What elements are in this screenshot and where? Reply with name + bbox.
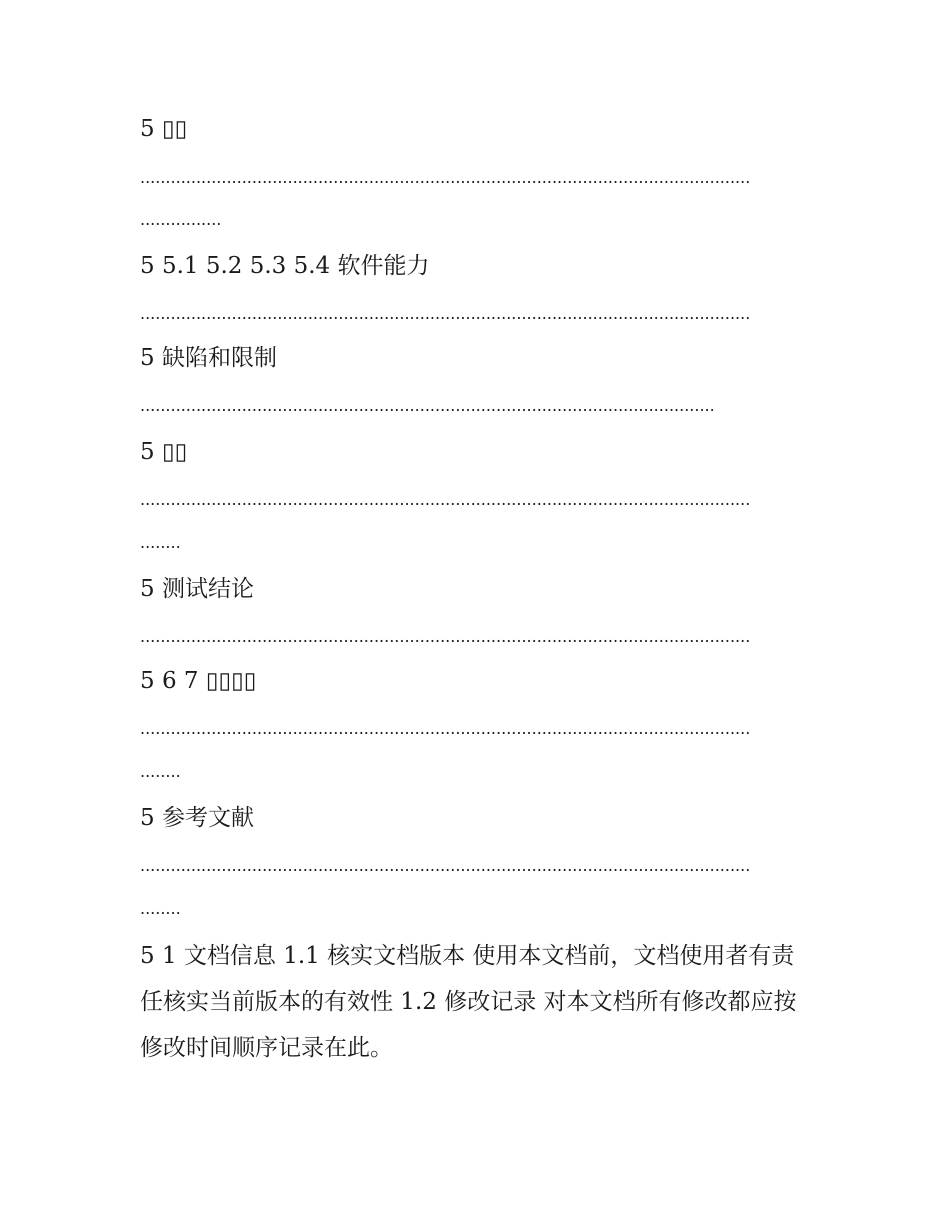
toc-leader-dots: ................................................................................................................. [140,396,715,415]
toc-entry-title: 5 ▯▯ [140,116,188,142]
toc-entry-title: 5 6 7 ▯▯▯▯ [140,668,257,694]
toc-leader-dots: ........................................................................................................................ [140,856,751,875]
toc-leader-dots: ........................................................................................................................ [140,719,751,738]
toc-leader-dots: ........................................................................................................................ [140,168,751,187]
toc-entry-title: 5 缺陷和限制 [140,345,277,371]
toc-leader-dots: ........................................................................................................................ [140,304,751,323]
toc-entry-title: 5 测试结论 [140,576,254,602]
toc-leader-dots: ........ [140,899,181,918]
toc-leader-dots: ........................................................................................................................ [140,490,751,509]
toc-entry-title: 5 参考文献 [140,805,254,831]
toc-leader-dots: ................ [140,210,222,229]
toc-entry-title: 5 5.1 5.2 5.3 5.4 软件能力 [140,253,430,279]
toc-entry-title: 5 ▯▯ [140,439,188,465]
document-info-paragraph: 5 1 文档信息 1.1 核实文档版本 使用本文档前，文档使用者有责任核实当前版本的有效性 1.2 修改记录 对本文档所有修改都应按修改时间顺序记录在此。 [140,943,797,1061]
toc-leader-dots: ........................................................................................................................ [140,627,751,646]
toc-leader-dots: ........ [140,762,181,781]
toc-leader-dots: ........ [140,533,181,552]
